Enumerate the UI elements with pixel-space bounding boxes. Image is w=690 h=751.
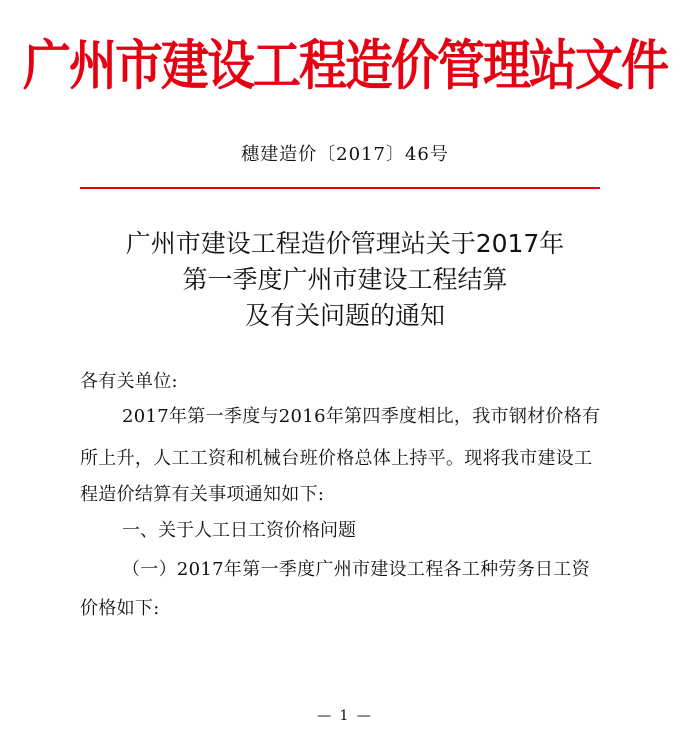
masthead-title: 广州市建设工程造价管理站文件: [22, 34, 667, 98]
paragraph-line: （一）2017年第一季度广州市建设工程各工种劳务日工资: [122, 559, 590, 580]
page-number: — 1 —: [317, 708, 373, 724]
paragraph-line: 程造价结算有关事项通知如下:: [80, 484, 325, 505]
paragraph-line: 价格如下:: [80, 598, 160, 619]
title-line: 及有关问题的通知: [244, 301, 445, 330]
title-line: 广州市建设工程造价管理站关于2017年: [125, 229, 565, 258]
title-line: 第一季度广州市建设工程结算: [182, 265, 508, 294]
notice-title: [0, 226, 690, 334]
salutation: 各有关单位:: [80, 371, 178, 392]
paragraph-line: 所上升，人工工资和机械台班价格总体上持平。现将我市建设工: [80, 448, 593, 469]
document-number: 穗建造价〔2017〕46号: [241, 144, 449, 165]
section-heading: 一、关于人工日工资价格问题: [122, 520, 356, 541]
red-divider-line: [80, 187, 600, 189]
paragraph-line: 2017年第一季度与2016年第四季度相比，我市钢材价格有: [122, 406, 601, 427]
